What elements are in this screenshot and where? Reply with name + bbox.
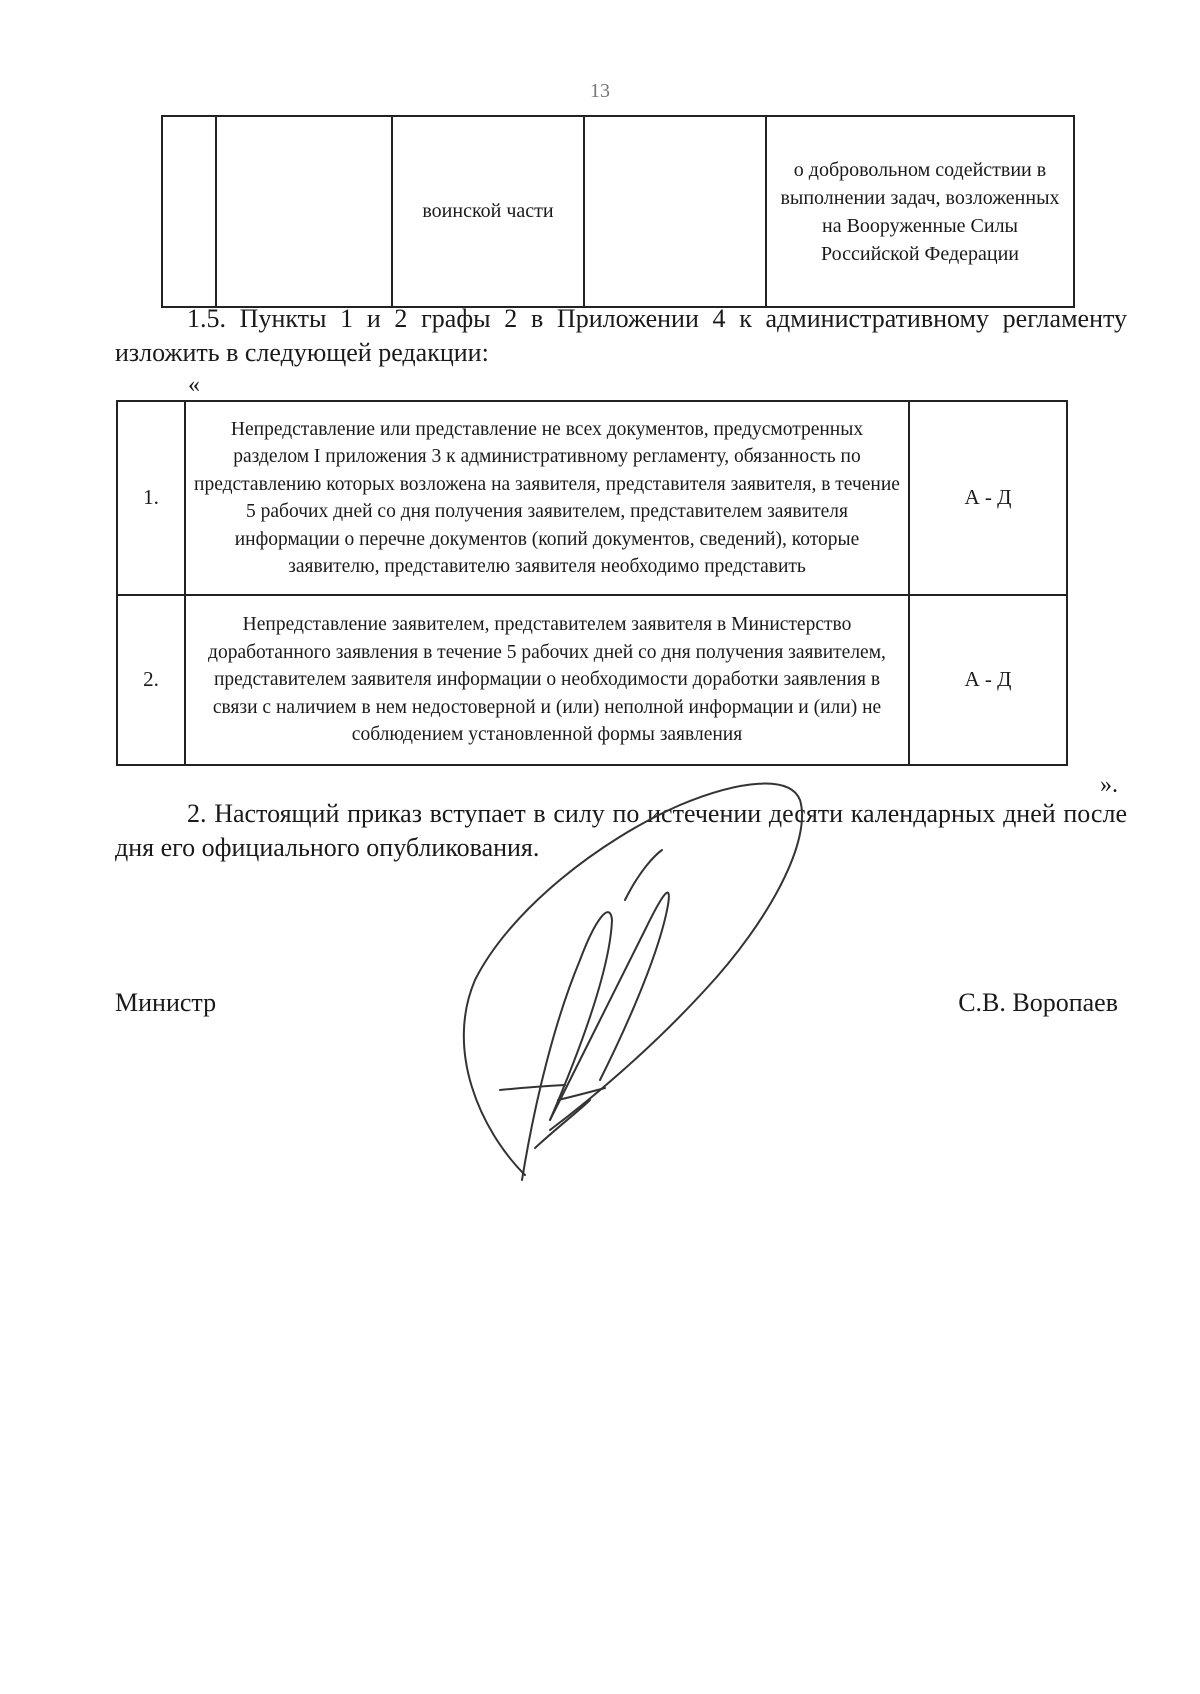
paragraph-2: 2. Настоящий приказ вступает в силу по истечении десяти календарных дней после дня его официального опубликования. [115,799,1127,862]
paragraph-1-5: 1.5. Пункты 1 и 2 графы 2 в Приложении 4 к административному регламенту изложить в следующей редакции: [115,304,1127,367]
opening-quote: « [188,372,200,398]
handwritten-signature [440,770,840,1210]
closing-quote: ». [1100,772,1118,798]
table-cell [162,116,216,307]
table-row [162,116,1074,307]
table-row [117,401,1067,595]
signatory-name: С.В. Воропаев [958,988,1118,1017]
row-code: А - Д [909,595,1067,765]
continuation-table [161,115,1075,308]
amendment-table [116,400,1068,766]
table-cell: воинской части [392,116,584,307]
row-number: 2. [117,595,185,765]
table-row [117,595,1067,765]
table-cell [216,116,392,307]
row-code: А - Д [909,401,1067,595]
table-cell [584,116,766,307]
row-number: 1. [117,401,185,595]
row-text: Непредставление заявителем, представителем заявителя в Министерство доработанного заявления в течение 5 рабочих дней со дня получения заявителем, представителем заявителя информации о необходимости доработки заявления в связи с наличием в нем недостоверной и (или) неполной информации и (или) не соблюдением установленной формы заявления [185,595,909,765]
signatory-title: Министр [115,988,217,1017]
table-cell: о добровольном содействии в выполнении задач, возложенных на Вооруженные Силы Российской Федерации [766,116,1074,307]
row-text: Непредставление или представление не всех документов, предусмотренных разделом I приложения 3 к административному регламенту, обязанность по представлению которых возложена на заявителя, представителя заявителя, в течение 5 рабочих дней со дня получения заявителем, представителем заявителя информации о перечне документов (копий документов, сведений), которые заявителю, представителю заявителя необходимо представить [185,401,909,595]
page-number: 13 [590,80,610,102]
